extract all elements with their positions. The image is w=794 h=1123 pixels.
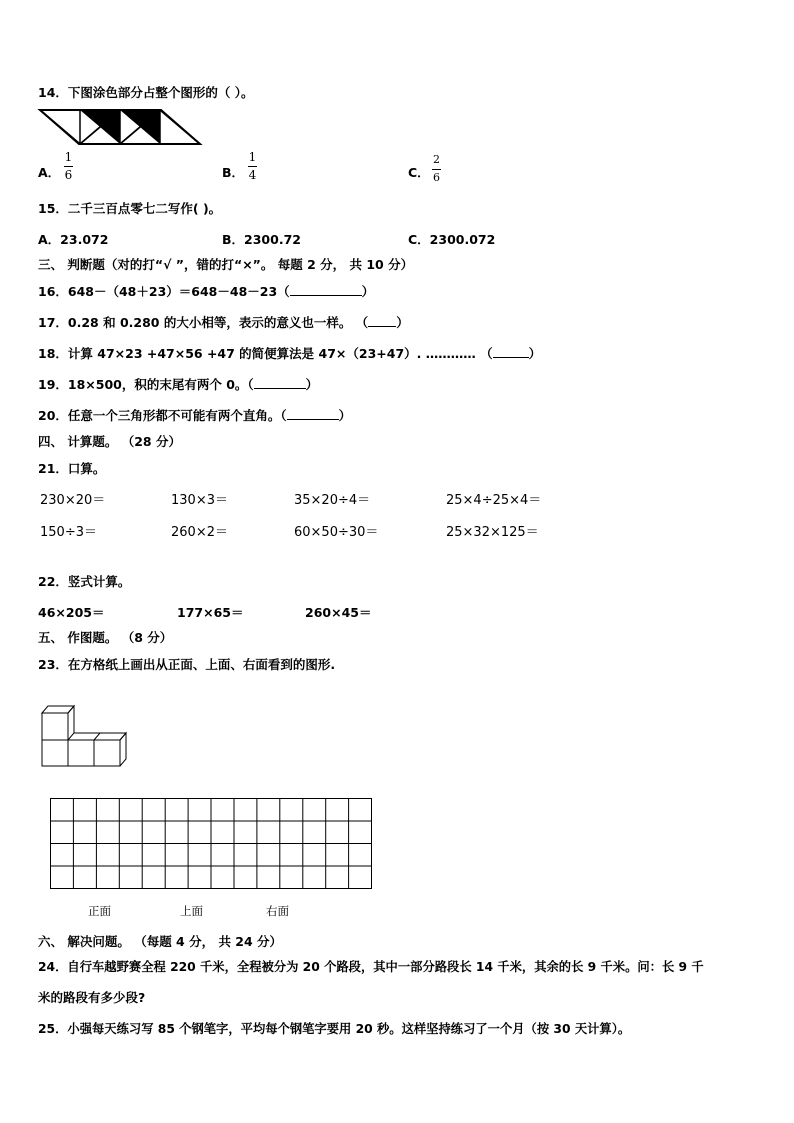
q16-answer-blank[interactable] [290,284,362,296]
q17-text: 17．0.28 和 0.280 的大小相等，表示的意义也一样。 （ [38,315,369,330]
q21-item-1: 230×20＝ [40,493,106,508]
q19-text: 19．18×500，积的末尾有两个 0。（ [38,377,254,392]
section-4-heading: 四、 计算题。 （28 分） [38,434,181,449]
q15-option-b: B．2300.72 [222,232,301,247]
q22-item-3: 260×45＝ [305,605,372,620]
q14-stem: 14．下图涂色部分占整个图形的（ ）。 [38,85,254,100]
q14-option-a-denominator: 6 [64,168,73,182]
q23-cube-figure [40,703,132,769]
q14-parallelogram-figure [36,108,204,148]
q23-grid-paper [48,797,374,891]
q23-stem: 23．在方格纸上画出从正面、上面、右面看到的图形. [38,657,336,672]
q21-item-4: 25×4÷25×4＝ [446,493,542,508]
q22-item-1: 46×205＝ [38,605,105,620]
q14-option-a-fraction [64,150,73,182]
q15-option-a: A．23.072 [38,232,109,247]
q21-item-5: 150÷3＝ [40,525,97,540]
q17-close-paren: ） [396,315,409,330]
q18-line [38,344,541,362]
q17-line [38,313,409,331]
q22-item-2: 177×65＝ [177,605,244,620]
section-6-heading: 六、 解决问题。 （每题 4 分， 共 24 分） [38,934,283,949]
q20-close-paren: ） [338,408,352,423]
q14-option-b-label: B． [222,165,245,180]
q19-answer-blank[interactable] [254,377,306,389]
q14-option-b-fraction [248,150,257,182]
q18-close-paren: ） [528,346,542,361]
q21-stem: 21．口算。 [38,461,106,476]
q17-answer-blank[interactable] [368,315,396,327]
q14-option-a-numerator: 1 [64,150,73,164]
q21-item-2: 130×3＝ [171,493,228,508]
q14-option-a-label: A． [38,165,61,180]
q18-text: 18．计算 47×23 +47×56 +47 的简便算法是 47×（23+47）. ………… （ [38,346,493,361]
q14-option-b-denominator: 4 [248,168,257,182]
q20-line [38,406,351,424]
q14-option-c-denominator: 6 [433,171,440,184]
q16-text: 16．648－（48＋23）＝648－48－23（ [38,284,290,299]
q25-text: 25．小强每天练习写 85 个钢笔字，平均每个钢笔字要用 20 秒。这样坚持练习了一个月（按 30 天计算）。 [38,1022,631,1036]
q16-close-paren: ） [361,284,375,299]
q23-label-right: 右面 [266,904,289,918]
q21-item-6: 260×2＝ [171,525,228,540]
q23-label-front: 正面 [88,904,111,918]
q14-option-c-label: C． [408,165,430,180]
q24-line-2: 米的路段有多少段? [38,990,146,1005]
q18-answer-blank[interactable] [493,346,529,358]
q15-stem: 15．二千三百点零七二写作( )。 [38,201,222,216]
q19-close-paren: ） [305,377,319,392]
q20-text: 20．任意一个三角形都不可能有两个直角。（ [38,408,287,423]
q21-item-8: 25×32×125＝ [446,525,539,540]
q24-line-1: 24．自行车越野赛全程 220 千米，全程被分为 20 个路段，其中一部分路段长 14 千米，其余的长 9 千米。问：长 9 千 [38,960,704,974]
q23-label-top: 上面 [180,904,203,918]
q20-answer-blank[interactable] [287,408,339,420]
section-3-heading: 三、 判断题（对的打“√ ”，错的打“×”。 每题 2 分， 共 10 分） [38,257,414,272]
q22-stem: 22．竖式计算。 [38,574,131,589]
q14-option-b-numerator: 1 [248,150,257,164]
q21-item-7: 60×50÷30＝ [294,525,379,540]
section-5-heading: 五、 作图题。 （8 分） [38,630,173,645]
q14-option-c-fraction [432,153,441,185]
q16-line [38,282,374,300]
q19-line [38,375,318,393]
q15-option-c: C．2300.072 [408,232,496,247]
q14-option-c-numerator: 2 [433,153,440,166]
q21-item-3: 35×20÷4＝ [294,493,371,508]
